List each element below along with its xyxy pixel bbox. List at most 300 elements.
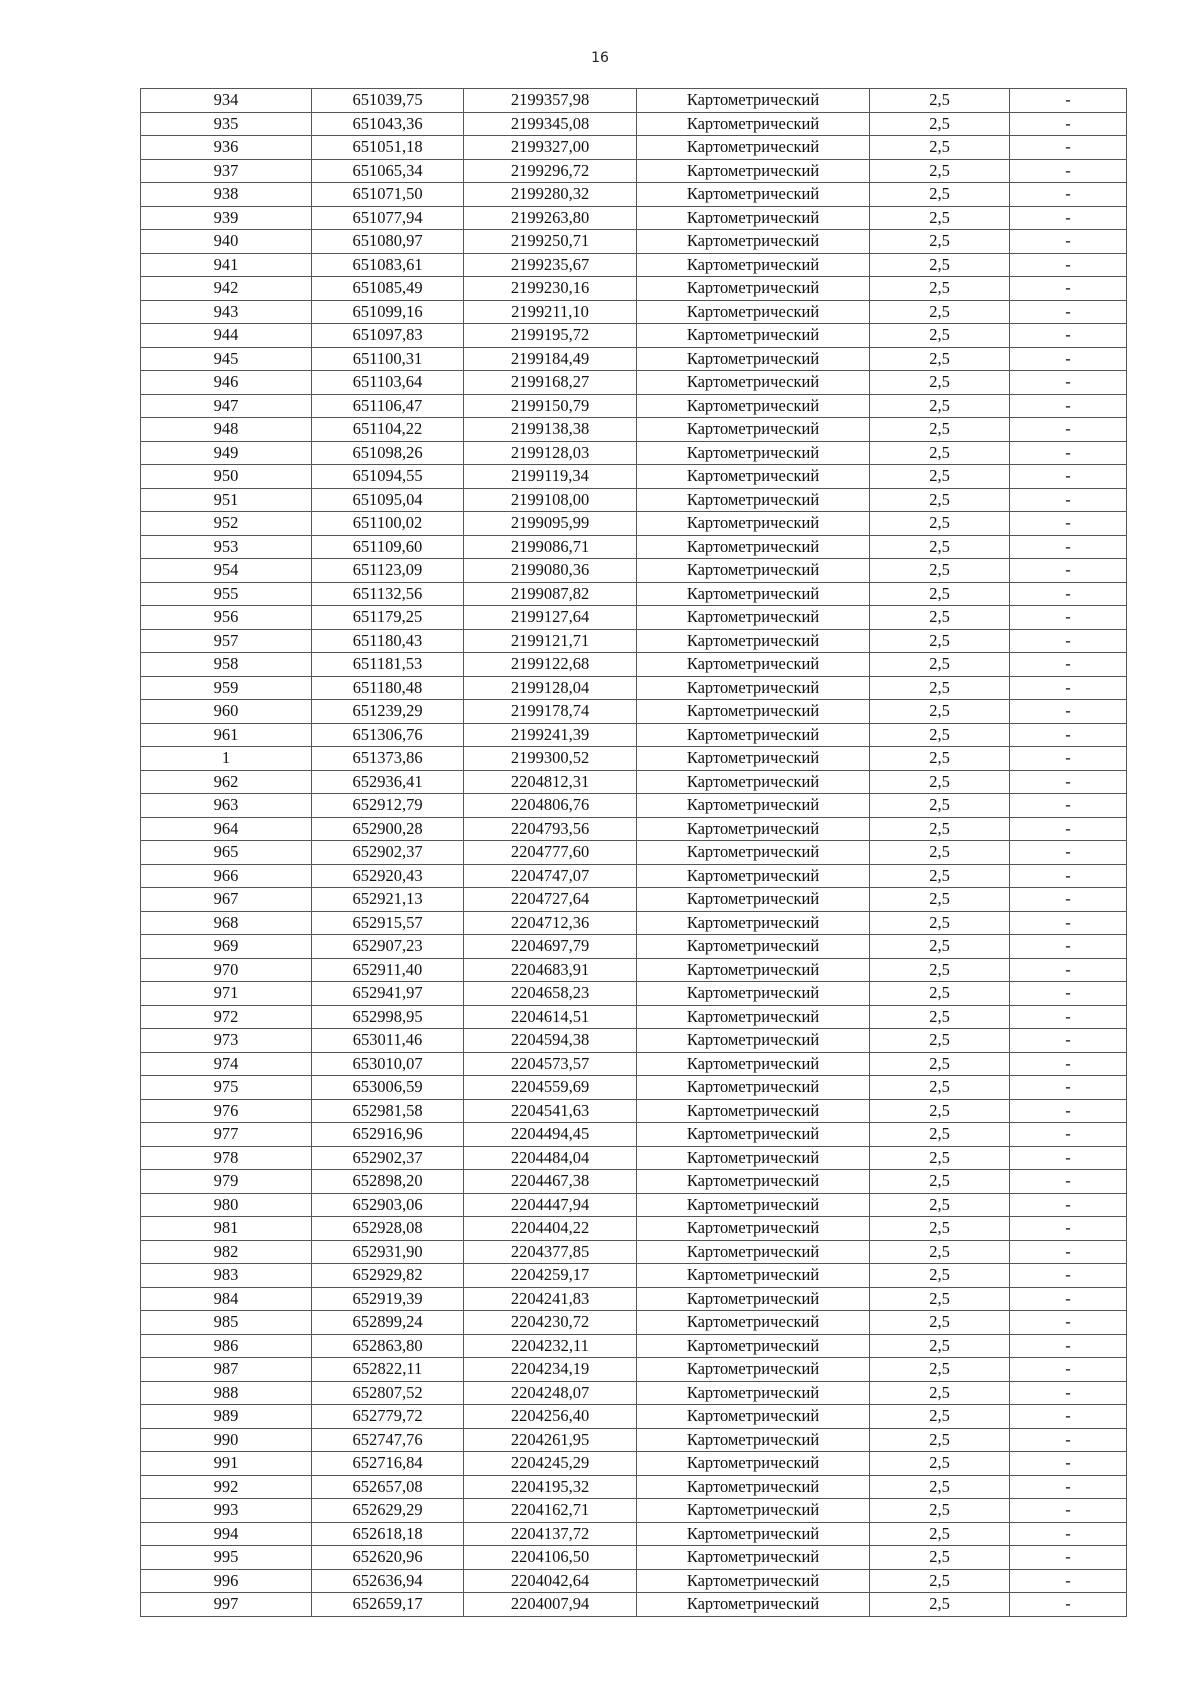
- table-row: [141, 253, 1127, 277]
- table-row: [141, 230, 1127, 254]
- precision-cell: 2,5: [870, 629, 1010, 653]
- y-coordinate-cell: 2204256,40: [464, 1405, 637, 1429]
- y-coordinate-cell: 2199086,71: [464, 535, 637, 559]
- point-number-cell: 994: [141, 1522, 312, 1546]
- point-number-cell: 941: [141, 253, 312, 277]
- point-number-cell: 992: [141, 1475, 312, 1499]
- description-cell: -: [1010, 512, 1127, 536]
- table-row: [141, 136, 1127, 160]
- y-coordinate-cell: 2199122,68: [464, 653, 637, 677]
- precision-cell: 2,5: [870, 1193, 1010, 1217]
- precision-cell: 2,5: [870, 1381, 1010, 1405]
- precision-cell: 2,5: [870, 230, 1010, 254]
- precision-cell: 2,5: [870, 465, 1010, 489]
- method-cell: Картометрический: [637, 1475, 870, 1499]
- y-coordinate-cell: 2199357,98: [464, 89, 637, 113]
- x-coordinate-cell: 651306,76: [312, 723, 464, 747]
- y-coordinate-cell: 2204259,17: [464, 1264, 637, 1288]
- point-number-cell: 991: [141, 1452, 312, 1476]
- y-coordinate-cell: 2199296,72: [464, 159, 637, 183]
- precision-cell: 2,5: [870, 1428, 1010, 1452]
- method-cell: Картометрический: [637, 1029, 870, 1053]
- precision-cell: 2,5: [870, 559, 1010, 583]
- y-coordinate-cell: 2204806,76: [464, 794, 637, 818]
- method-cell: Картометрический: [637, 1381, 870, 1405]
- point-number-cell: 977: [141, 1123, 312, 1147]
- y-coordinate-cell: 2199235,67: [464, 253, 637, 277]
- point-number-cell: 947: [141, 394, 312, 418]
- precision-cell: 2,5: [870, 418, 1010, 442]
- method-cell: Картометрический: [637, 606, 870, 630]
- precision-cell: 2,5: [870, 535, 1010, 559]
- y-coordinate-cell: 2199119,34: [464, 465, 637, 489]
- precision-cell: 2,5: [870, 653, 1010, 677]
- x-coordinate-cell: 652716,84: [312, 1452, 464, 1476]
- x-coordinate-cell: 652620,96: [312, 1546, 464, 1570]
- point-number-cell: 974: [141, 1052, 312, 1076]
- x-coordinate-cell: 651039,75: [312, 89, 464, 113]
- table-row: [141, 1475, 1127, 1499]
- description-cell: -: [1010, 1029, 1127, 1053]
- y-coordinate-cell: 2204007,94: [464, 1593, 637, 1617]
- precision-cell: 2,5: [870, 1546, 1010, 1570]
- point-number-cell: 959: [141, 676, 312, 700]
- table-row: [141, 159, 1127, 183]
- x-coordinate-cell: 652902,37: [312, 841, 464, 865]
- description-cell: -: [1010, 1522, 1127, 1546]
- method-cell: Картометрический: [637, 230, 870, 254]
- method-cell: Картометрический: [637, 300, 870, 324]
- description-cell: -: [1010, 723, 1127, 747]
- precision-cell: 2,5: [870, 582, 1010, 606]
- point-number-cell: 973: [141, 1029, 312, 1053]
- method-cell: Картометрический: [637, 1358, 870, 1382]
- table-row: [141, 465, 1127, 489]
- table-row: [141, 1123, 1127, 1147]
- x-coordinate-cell: 651109,60: [312, 535, 464, 559]
- precision-cell: 2,5: [870, 512, 1010, 536]
- y-coordinate-cell: 2204137,72: [464, 1522, 637, 1546]
- y-coordinate-cell: 2199087,82: [464, 582, 637, 606]
- method-cell: Картометрический: [637, 1005, 870, 1029]
- x-coordinate-cell: 651095,04: [312, 488, 464, 512]
- table-row: [141, 1381, 1127, 1405]
- description-cell: -: [1010, 347, 1127, 371]
- point-number-cell: 985: [141, 1311, 312, 1335]
- precision-cell: 2,5: [870, 1311, 1010, 1335]
- point-number-cell: 990: [141, 1428, 312, 1452]
- point-number-cell: 987: [141, 1358, 312, 1382]
- precision-cell: 2,5: [870, 1099, 1010, 1123]
- method-cell: Картометрический: [637, 1264, 870, 1288]
- x-coordinate-cell: 652779,72: [312, 1405, 464, 1429]
- point-number-cell: 986: [141, 1334, 312, 1358]
- precision-cell: 2,5: [870, 817, 1010, 841]
- table-row: [141, 1499, 1127, 1523]
- x-coordinate-cell: 652919,39: [312, 1287, 464, 1311]
- method-cell: Картометрический: [637, 700, 870, 724]
- method-cell: Картометрический: [637, 324, 870, 348]
- y-coordinate-cell: 2204494,45: [464, 1123, 637, 1147]
- method-cell: Картометрический: [637, 441, 870, 465]
- table-row: [141, 770, 1127, 794]
- point-number-cell: 966: [141, 864, 312, 888]
- table-row: [141, 747, 1127, 771]
- x-coordinate-cell: 651077,94: [312, 206, 464, 230]
- x-coordinate-cell: 651080,97: [312, 230, 464, 254]
- point-number-cell: 942: [141, 277, 312, 301]
- precision-cell: 2,5: [870, 864, 1010, 888]
- description-cell: -: [1010, 1358, 1127, 1382]
- table-row: [141, 206, 1127, 230]
- precision-cell: 2,5: [870, 1076, 1010, 1100]
- y-coordinate-cell: 2204404,22: [464, 1217, 637, 1241]
- x-coordinate-cell: 651132,56: [312, 582, 464, 606]
- description-cell: -: [1010, 324, 1127, 348]
- x-coordinate-cell: 651098,26: [312, 441, 464, 465]
- point-number-cell: 939: [141, 206, 312, 230]
- table-row: [141, 841, 1127, 865]
- precision-cell: 2,5: [870, 911, 1010, 935]
- precision-cell: 2,5: [870, 136, 1010, 160]
- x-coordinate-cell: 652921,13: [312, 888, 464, 912]
- description-cell: -: [1010, 1052, 1127, 1076]
- x-coordinate-cell: 651373,86: [312, 747, 464, 771]
- precision-cell: 2,5: [870, 1146, 1010, 1170]
- y-coordinate-cell: 2199230,16: [464, 277, 637, 301]
- y-coordinate-cell: 2199263,80: [464, 206, 637, 230]
- x-coordinate-cell: 651065,34: [312, 159, 464, 183]
- method-cell: Картометрический: [637, 1452, 870, 1476]
- table-row: [141, 1240, 1127, 1264]
- precision-cell: 2,5: [870, 982, 1010, 1006]
- description-cell: -: [1010, 888, 1127, 912]
- y-coordinate-cell: 2204658,23: [464, 982, 637, 1006]
- precision-cell: 2,5: [870, 1217, 1010, 1241]
- description-cell: -: [1010, 700, 1127, 724]
- y-coordinate-cell: 2204683,91: [464, 958, 637, 982]
- table-row: [141, 864, 1127, 888]
- point-number-cell: 996: [141, 1569, 312, 1593]
- description-cell: -: [1010, 465, 1127, 489]
- method-cell: Картометрический: [637, 1287, 870, 1311]
- point-number-cell: 954: [141, 559, 312, 583]
- method-cell: Картометрический: [637, 653, 870, 677]
- y-coordinate-cell: 2199138,38: [464, 418, 637, 442]
- x-coordinate-cell: 652899,24: [312, 1311, 464, 1335]
- point-number-cell: 950: [141, 465, 312, 489]
- y-coordinate-cell: 2204232,11: [464, 1334, 637, 1358]
- precision-cell: 2,5: [870, 1264, 1010, 1288]
- table-row: [141, 1405, 1127, 1429]
- table-row: [141, 935, 1127, 959]
- method-cell: Картометрический: [637, 1193, 870, 1217]
- y-coordinate-cell: 2204234,19: [464, 1358, 637, 1382]
- y-coordinate-cell: 2199184,49: [464, 347, 637, 371]
- point-number-cell: 993: [141, 1499, 312, 1523]
- method-cell: Картометрический: [637, 394, 870, 418]
- x-coordinate-cell: 651071,50: [312, 183, 464, 207]
- y-coordinate-cell: 2204042,64: [464, 1569, 637, 1593]
- table-row: [141, 183, 1127, 207]
- precision-cell: 2,5: [870, 747, 1010, 771]
- table-row: [141, 1287, 1127, 1311]
- method-cell: Картометрический: [637, 629, 870, 653]
- x-coordinate-cell: 652916,96: [312, 1123, 464, 1147]
- x-coordinate-cell: 652898,20: [312, 1170, 464, 1194]
- precision-cell: 2,5: [870, 1334, 1010, 1358]
- description-cell: -: [1010, 1076, 1127, 1100]
- precision-cell: 2,5: [870, 1170, 1010, 1194]
- table-row: [141, 700, 1127, 724]
- description-cell: -: [1010, 253, 1127, 277]
- table-row: [141, 606, 1127, 630]
- coordinates-table-body: [141, 89, 1127, 1617]
- x-coordinate-cell: 652941,97: [312, 982, 464, 1006]
- description-cell: -: [1010, 1381, 1127, 1405]
- description-cell: -: [1010, 300, 1127, 324]
- y-coordinate-cell: 2204467,38: [464, 1170, 637, 1194]
- precision-cell: 2,5: [870, 89, 1010, 113]
- precision-cell: 2,5: [870, 1569, 1010, 1593]
- x-coordinate-cell: 652928,08: [312, 1217, 464, 1241]
- point-number-cell: 968: [141, 911, 312, 935]
- description-cell: -: [1010, 1099, 1127, 1123]
- x-coordinate-cell: 652920,43: [312, 864, 464, 888]
- y-coordinate-cell: 2204541,63: [464, 1099, 637, 1123]
- precision-cell: 2,5: [870, 112, 1010, 136]
- table-row: [141, 676, 1127, 700]
- description-cell: -: [1010, 653, 1127, 677]
- point-number-cell: 965: [141, 841, 312, 865]
- table-row: [141, 1593, 1127, 1617]
- method-cell: Картометрический: [637, 1217, 870, 1241]
- x-coordinate-cell: 652900,28: [312, 817, 464, 841]
- method-cell: Картометрический: [637, 841, 870, 865]
- x-coordinate-cell: 652931,90: [312, 1240, 464, 1264]
- precision-cell: 2,5: [870, 1287, 1010, 1311]
- y-coordinate-cell: 2204195,32: [464, 1475, 637, 1499]
- point-number-cell: 989: [141, 1405, 312, 1429]
- table-row: [141, 277, 1127, 301]
- y-coordinate-cell: 2199345,08: [464, 112, 637, 136]
- x-coordinate-cell: 652907,23: [312, 935, 464, 959]
- x-coordinate-cell: 651106,47: [312, 394, 464, 418]
- table-row: [141, 911, 1127, 935]
- method-cell: Картометрический: [637, 582, 870, 606]
- table-row: [141, 1099, 1127, 1123]
- description-cell: -: [1010, 1428, 1127, 1452]
- description-cell: -: [1010, 841, 1127, 865]
- point-number-cell: 945: [141, 347, 312, 371]
- table-row: [141, 794, 1127, 818]
- x-coordinate-cell: 651181,53: [312, 653, 464, 677]
- x-coordinate-cell: 652915,57: [312, 911, 464, 935]
- y-coordinate-cell: 2199300,52: [464, 747, 637, 771]
- point-number-cell: 971: [141, 982, 312, 1006]
- description-cell: -: [1010, 277, 1127, 301]
- description-cell: -: [1010, 1475, 1127, 1499]
- table-row: [141, 1193, 1127, 1217]
- y-coordinate-cell: 2204712,36: [464, 911, 637, 935]
- precision-cell: 2,5: [870, 1005, 1010, 1029]
- table-row: [141, 1076, 1127, 1100]
- table-row: [141, 371, 1127, 395]
- precision-cell: 2,5: [870, 253, 1010, 277]
- table-row: [141, 512, 1127, 536]
- table-row: [141, 1005, 1127, 1029]
- precision-cell: 2,5: [870, 371, 1010, 395]
- description-cell: -: [1010, 1334, 1127, 1358]
- method-cell: Картометрический: [637, 1428, 870, 1452]
- coordinates-table: [140, 88, 1127, 1617]
- precision-cell: 2,5: [870, 841, 1010, 865]
- x-coordinate-cell: 651085,49: [312, 277, 464, 301]
- description-cell: -: [1010, 1217, 1127, 1241]
- y-coordinate-cell: 2204573,57: [464, 1052, 637, 1076]
- point-number-cell: 969: [141, 935, 312, 959]
- method-cell: Картометрический: [637, 512, 870, 536]
- precision-cell: 2,5: [870, 1029, 1010, 1053]
- method-cell: Картометрический: [637, 253, 870, 277]
- method-cell: Картометрический: [637, 465, 870, 489]
- method-cell: Картометрический: [637, 1076, 870, 1100]
- x-coordinate-cell: 652659,17: [312, 1593, 464, 1617]
- table-row: [141, 441, 1127, 465]
- y-coordinate-cell: 2204747,07: [464, 864, 637, 888]
- precision-cell: 2,5: [870, 1475, 1010, 1499]
- x-coordinate-cell: 652998,95: [312, 1005, 464, 1029]
- description-cell: -: [1010, 1593, 1127, 1617]
- method-cell: Картометрический: [637, 488, 870, 512]
- point-number-cell: 934: [141, 89, 312, 113]
- description-cell: -: [1010, 1311, 1127, 1335]
- table-row: [141, 1264, 1127, 1288]
- description-cell: -: [1010, 371, 1127, 395]
- precision-cell: 2,5: [870, 958, 1010, 982]
- description-cell: -: [1010, 136, 1127, 160]
- precision-cell: 2,5: [870, 1240, 1010, 1264]
- method-cell: Картометрический: [637, 1499, 870, 1523]
- y-coordinate-cell: 2199250,71: [464, 230, 637, 254]
- point-number-cell: 982: [141, 1240, 312, 1264]
- table-row: [141, 488, 1127, 512]
- point-number-cell: 980: [141, 1193, 312, 1217]
- method-cell: Картометрический: [637, 183, 870, 207]
- precision-cell: 2,5: [870, 394, 1010, 418]
- point-number-cell: 956: [141, 606, 312, 630]
- table-row: [141, 582, 1127, 606]
- x-coordinate-cell: 651180,48: [312, 676, 464, 700]
- precision-cell: 2,5: [870, 206, 1010, 230]
- description-cell: -: [1010, 1170, 1127, 1194]
- method-cell: Картометрический: [637, 559, 870, 583]
- precision-cell: 2,5: [870, 935, 1010, 959]
- table-row: [141, 1052, 1127, 1076]
- precision-cell: 2,5: [870, 159, 1010, 183]
- description-cell: -: [1010, 89, 1127, 113]
- x-coordinate-cell: 651083,61: [312, 253, 464, 277]
- table-row: [141, 653, 1127, 677]
- table-row: [141, 817, 1127, 841]
- point-number-cell: 951: [141, 488, 312, 512]
- description-cell: -: [1010, 159, 1127, 183]
- y-coordinate-cell: 2199128,03: [464, 441, 637, 465]
- x-coordinate-cell: 652936,41: [312, 770, 464, 794]
- precision-cell: 2,5: [870, 700, 1010, 724]
- method-cell: Картометрический: [637, 1569, 870, 1593]
- table-row: [141, 958, 1127, 982]
- point-number-cell: 997: [141, 1593, 312, 1617]
- y-coordinate-cell: 2204248,07: [464, 1381, 637, 1405]
- method-cell: Картометрический: [637, 1334, 870, 1358]
- point-number-cell: 935: [141, 112, 312, 136]
- point-number-cell: 937: [141, 159, 312, 183]
- y-coordinate-cell: 2204484,04: [464, 1146, 637, 1170]
- point-number-cell: 960: [141, 700, 312, 724]
- y-coordinate-cell: 2199327,00: [464, 136, 637, 160]
- point-number-cell: 940: [141, 230, 312, 254]
- description-cell: -: [1010, 1240, 1127, 1264]
- description-cell: -: [1010, 629, 1127, 653]
- precision-cell: 2,5: [870, 324, 1010, 348]
- description-cell: -: [1010, 488, 1127, 512]
- x-coordinate-cell: 651094,55: [312, 465, 464, 489]
- x-coordinate-cell: 651097,83: [312, 324, 464, 348]
- point-number-cell: 958: [141, 653, 312, 677]
- description-cell: -: [1010, 1287, 1127, 1311]
- x-coordinate-cell: 652747,76: [312, 1428, 464, 1452]
- table-row: [141, 112, 1127, 136]
- y-coordinate-cell: 2204447,94: [464, 1193, 637, 1217]
- table-row: [141, 535, 1127, 559]
- point-number-cell: 938: [141, 183, 312, 207]
- y-coordinate-cell: 2204812,31: [464, 770, 637, 794]
- point-number-cell: 983: [141, 1264, 312, 1288]
- method-cell: Картометрический: [637, 864, 870, 888]
- x-coordinate-cell: 652903,06: [312, 1193, 464, 1217]
- y-coordinate-cell: 2199128,04: [464, 676, 637, 700]
- y-coordinate-cell: 2204241,83: [464, 1287, 637, 1311]
- method-cell: Картометрический: [637, 277, 870, 301]
- method-cell: Картометрический: [637, 747, 870, 771]
- point-number-cell: 970: [141, 958, 312, 982]
- x-coordinate-cell: 652981,58: [312, 1099, 464, 1123]
- precision-cell: 2,5: [870, 1405, 1010, 1429]
- y-coordinate-cell: 2204245,29: [464, 1452, 637, 1476]
- method-cell: Картометрический: [637, 1593, 870, 1617]
- table-row: [141, 89, 1127, 113]
- y-coordinate-cell: 2199080,36: [464, 559, 637, 583]
- method-cell: Картометрический: [637, 371, 870, 395]
- y-coordinate-cell: 2204559,69: [464, 1076, 637, 1100]
- precision-cell: 2,5: [870, 1358, 1010, 1382]
- table-row: [141, 324, 1127, 348]
- method-cell: Картометрический: [637, 1099, 870, 1123]
- description-cell: -: [1010, 911, 1127, 935]
- precision-cell: 2,5: [870, 606, 1010, 630]
- precision-cell: 2,5: [870, 183, 1010, 207]
- table-row: [141, 1311, 1127, 1335]
- point-number-cell: 975: [141, 1076, 312, 1100]
- description-cell: -: [1010, 1123, 1127, 1147]
- y-coordinate-cell: 2199280,32: [464, 183, 637, 207]
- point-number-cell: 944: [141, 324, 312, 348]
- x-coordinate-cell: 651123,09: [312, 559, 464, 583]
- y-coordinate-cell: 2204777,60: [464, 841, 637, 865]
- precision-cell: 2,5: [870, 1052, 1010, 1076]
- x-coordinate-cell: 653010,07: [312, 1052, 464, 1076]
